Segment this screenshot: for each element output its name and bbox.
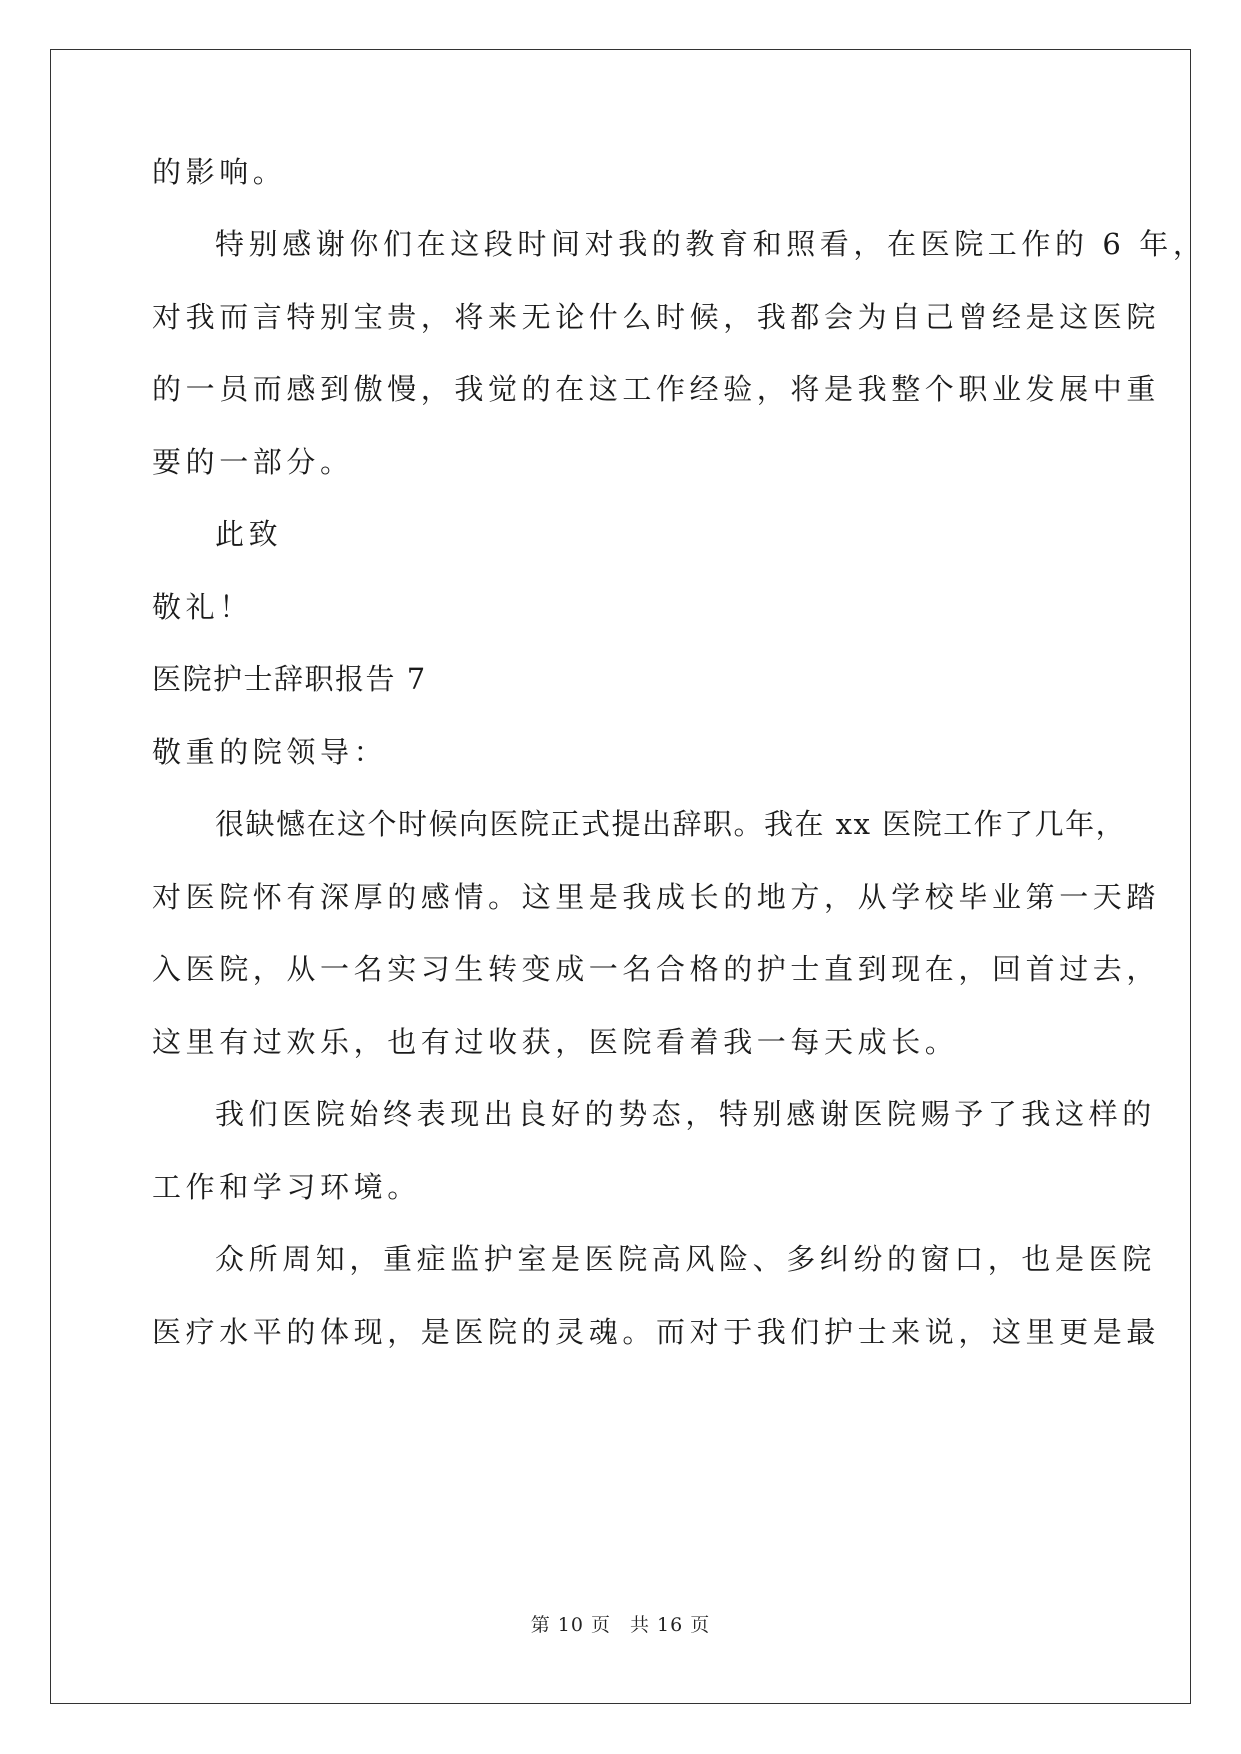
page-total: 共 16 页 [630,1614,711,1636]
body-text-line: 我们医院始终表现出良好的势态，特别感谢医院赐予了我这样的 [215,1097,1156,1131]
closing-respects: 敬礼！ [152,590,253,624]
body-text-line: 要的一部分。 [152,445,354,479]
closing-salutation: 此致 [215,517,283,551]
body-text-line: 的影响。 [152,155,287,189]
page-number: 第 10 页 [530,1614,611,1636]
body-text-line: 这里有过欢乐，也有过收获，医院看着我一每天成长。 [152,1025,959,1059]
body-text-line: 入医院，从一名实习生转变成一名合格的护士直到现在，回首过去， [152,952,1161,986]
body-text-line: 的一员而感到傲慢，我觉的在这工作经验，将是我整个职业发展中重 [152,372,1161,406]
section-title: 医院护士辞职报告 7 [152,662,427,696]
body-text-line: 很缺憾在这个时候向医院正式提出辞职。我在 xx 医院工作了几年， [215,807,1127,841]
body-text-line: 特别感谢你们在这段时间对我的教育和照看，在医院工作的 6 年， [215,227,1207,261]
body-text-line: 医疗水平的体现，是医院的灵魂。而对于我们护士来说，这里更是最 [152,1315,1161,1349]
letter-greeting: 敬重的院领导： [152,735,388,769]
page-footer [0,1610,1241,1637]
body-text-line: 工作和学习环境。 [152,1170,421,1204]
body-text-line: 众所周知，重症监护室是医院高风险、多纠纷的窗口，也是医院 [215,1242,1156,1276]
body-text-line: 对我而言特别宝贵，将来无论什么时候，我都会为自己曾经是这医院 [152,300,1161,334]
body-text-line: 对医院怀有深厚的感情。这里是我成长的地方，从学校毕业第一天踏 [152,880,1161,914]
